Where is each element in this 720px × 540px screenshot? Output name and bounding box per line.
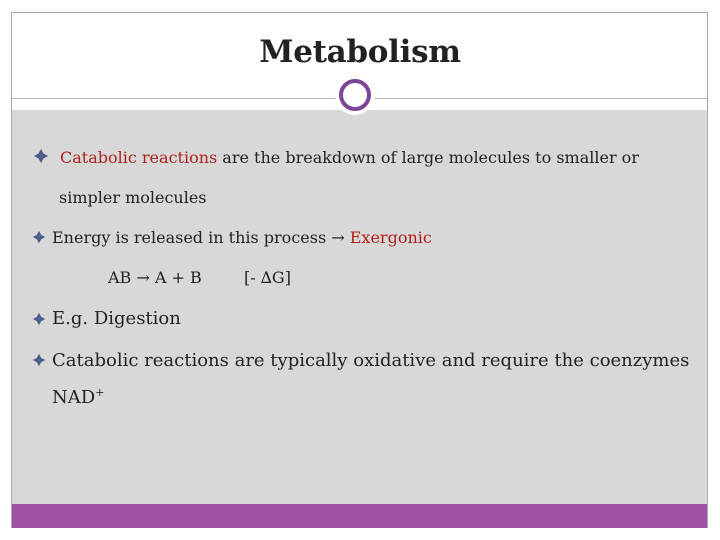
bullet-2-highlight: Exergonic — [349, 228, 432, 247]
diamond-bullet-icon — [32, 230, 46, 244]
bullet-4-continuation — [52, 386, 104, 408]
ring-ornament-icon — [339, 79, 371, 111]
bullet-4-cont-text: NAD — [52, 387, 96, 408]
slide-title: Metabolism — [259, 34, 461, 70]
bullet-2-body: Energy is released in this process → — [52, 228, 350, 247]
diamond-bullet-icon — [33, 148, 49, 164]
bullet-1-body: are the breakdown of large molecules to smaller or — [217, 148, 639, 167]
bullet-3-text: E.g. Digestion — [52, 308, 181, 329]
bullet-1-highlight: Catabolic reactions — [60, 148, 218, 167]
title-divider-left — [12, 98, 336, 99]
footer-bar — [12, 504, 707, 528]
content-area — [12, 110, 707, 504]
diamond-bullet-icon — [32, 353, 46, 367]
bullet-2-text — [52, 228, 432, 247]
bullet-1-continuation: simpler molecules — [59, 188, 207, 207]
bullet-4-text: Catabolic reactions are typically oxidative and require the coenzymes — [52, 350, 690, 371]
equation: AB → A + B — [108, 268, 202, 287]
diamond-bullet-icon — [32, 312, 46, 326]
bullet-1-text — [60, 148, 639, 167]
equation-note: [- ∆G] — [244, 268, 291, 287]
bullet-4-superscript: + — [95, 386, 105, 399]
title-divider-right — [374, 98, 707, 99]
